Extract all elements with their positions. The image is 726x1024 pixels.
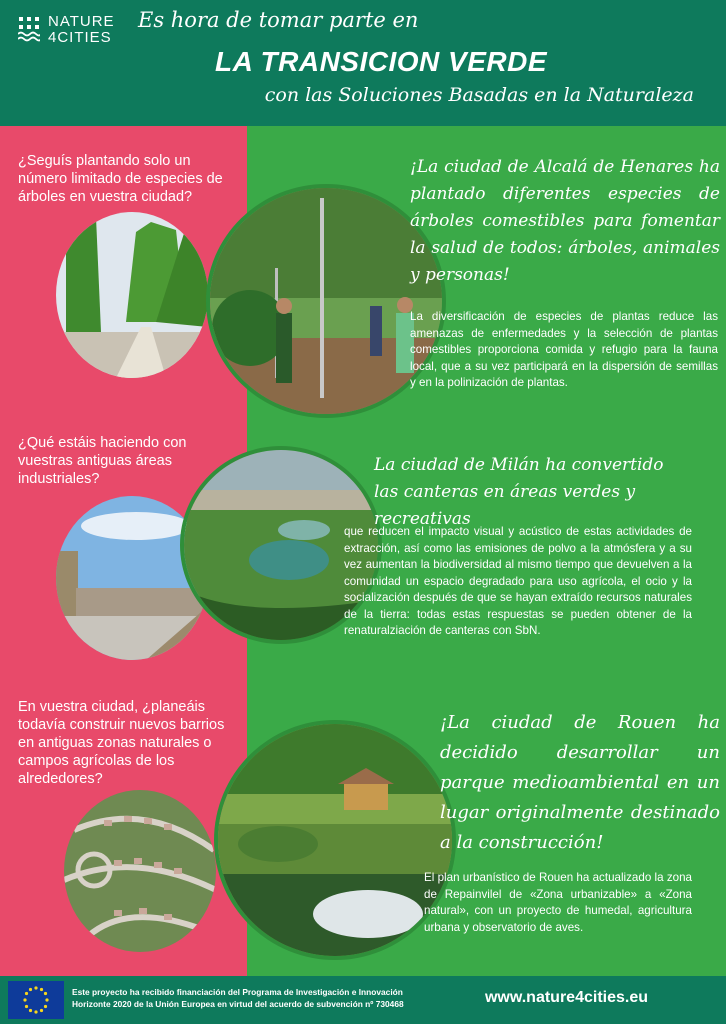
eu-flag-icon [8,981,64,1019]
header [0,0,726,126]
logo-line2: 4CITIES [48,29,112,46]
website-link[interactable]: www.nature4cities.eu [484,989,648,1006]
photo-tree-avenue [56,212,208,378]
page-subtitle: con las Soluciones Basadas en la Naturaleza [264,84,694,106]
photo-housing-development [64,790,216,952]
question-3: En vuestra ciudad, ¿planeáis todavía construir nuevos barrios en antiguas zonas naturales o campos agrícolas de los alrededores? [18,699,225,787]
footer [0,976,726,1024]
nature4cities-logo [18,14,115,46]
headline-2: La ciudad de Milán ha convertido las canteras en áreas verdes y recreativas [374,455,664,529]
page-title: LA TRANSICION VERDE [214,46,548,77]
headline-1: ¡La ciudad de Alcalá de Henares ha plantado diferentes especies de árboles comestibles para fomentar la salud de todos: árboles, animales y personas! [410,157,720,285]
tagline-top: Es hora de tomar parte en [138,8,419,32]
body-1: La diversificación de especies de plantas reduce las amenazas de enfermedades y la selección de plantas comestibles proporciona comida y refugio para la fauna local, que a su vez participará en la dispersión de semillas y en la polinización de plantas. [410,310,718,389]
logo-line1: NATURE [48,13,115,30]
body-2: que reducen el impacto visual y acústico de estas actividades de extracción, así como las emisiones de polvo a la atmósfera y a su vez aumentan la biodiversidad al mismo tiempo que devuelven a la comunidad un espacio degradado para uso agrícola, el ocio y la socialización después de que se hayan extraído recursos naturales de la tierra: todas estas respuestas se pueden obtener de la renaturalziación de canteras con SbN. [344,525,692,637]
funding-statement: Este proyecto ha recibido financiación del Programa de Investigación e Innovación Horizonte 2020 de la Unión Europea en virtud del acuerdo de subvención nº 730468 [72,987,404,1009]
question-1: ¿Seguís plantando solo un número limitado de especies de árboles en vuestra ciudad? [18,153,223,205]
nature4cities-logo-icon [18,16,40,42]
question-2: ¿Qué estáis haciendo con vuestras antiguas áreas industriales? [18,435,187,487]
photo-wetland-park [214,720,456,960]
headline-3: ¡La ciudad de Rouen ha decidido desarrollar un parque medioambiental en un lugar originalmente destinado a la construcción! [440,712,720,853]
body-3: El plan urbanístico de Rouen ha actualizado la zona de Repainvilel de «Zona urbanizable» a «Zona natural», con un proyecto de humedal, agricultura urbana y observatorio de aves. [424,871,692,934]
